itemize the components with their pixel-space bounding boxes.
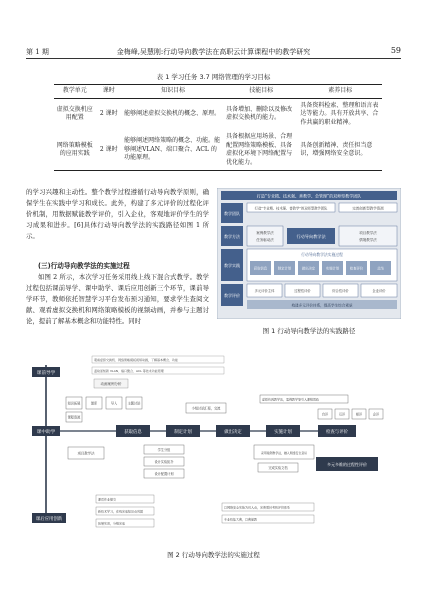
stage-pre: 课前导学: [36, 371, 56, 376]
f2-multi-eval: 多元多维的过程性评价: [327, 462, 367, 467]
page-number: 59: [390, 46, 401, 55]
f1-method: 任务驱动法: [256, 238, 274, 242]
f2-flow-step: 实施计划: [274, 430, 292, 435]
f2-implement-note: 虚拟仿真教学法，案例教学等引入课程思政: [262, 397, 320, 402]
f1-left-label: 教学实践: [224, 263, 240, 268]
f1-step: 检查评价: [349, 266, 364, 271]
col-header: 知识目标: [122, 85, 224, 99]
paragraph: 如图 2 所示，本次学习任务采用线上线下混合式教学。教学过程包括课前导学、课中助学、课后应用创新三个环节，课前导学环节，教师依托智慧学习平台发布预习通知，要求学生查阅文献、观看虚拟交换机和网络策略模板的视频动画，并参与主题讨论，提前了解基本概念和功能特性。同时: [26, 273, 209, 325]
f1-row2-item: 完善创新型教学资源: [352, 206, 384, 211]
f2-check-note: 自评: [321, 412, 329, 417]
f1-practice-title: 行动导向教学法实施过程: [301, 252, 343, 257]
stage-in: 课中助学: [36, 430, 56, 435]
table-cell: 2 课时: [99, 110, 118, 117]
f1-step: 获取信息: [253, 266, 268, 271]
figure-2-diagram: [28, 353, 399, 539]
f2-check-note: 互评: [338, 412, 346, 417]
f2-flow-step: 获取信息: [124, 430, 142, 435]
f2-post-note: 新技术学习，在线完成知识点巩固: [98, 509, 144, 514]
f2-implement-note: 采用案例教学法，融入网络安全意识: [260, 451, 308, 455]
f1-top-banner: 打造“专业精、技术强、善教学、会管理”的双师型教学团队: [256, 193, 362, 199]
table-cell: 能够阐述网络策略的概念、功能。能够阐述VLAN、端口聚合、ACL 的功能原理。: [122, 130, 224, 171]
table-cell: 2 课时: [95, 130, 122, 171]
f1-step: 总结: [377, 266, 384, 271]
f1-eval: 企业评价: [372, 289, 386, 293]
table-cell: 网络策略模板的应用实践: [54, 130, 95, 171]
figure-1-diagram: [217, 188, 401, 319]
f2-flow-step: 做出决定: [224, 430, 242, 435]
f2-flow-step: 检查与评价: [326, 430, 348, 435]
f2-check-note: 企评: [372, 412, 380, 417]
issue-number: 第 1 期: [26, 48, 49, 56]
col-header: 课时: [95, 85, 122, 99]
f1-method: 项目教学法: [359, 231, 377, 235]
f2-left-item: 项目教学法: [77, 451, 95, 456]
col-header: 素养目标: [298, 85, 382, 99]
table-row: [54, 130, 382, 171]
f1-row2-item: 打造“专业精、技术强、善教学”的双师型教学团队: [254, 206, 328, 211]
f2-post-right: 专业技能大赛，以赛促教: [224, 517, 258, 522]
f1-left-label: 教学团队: [224, 211, 240, 216]
table-header-row: [54, 85, 382, 99]
section-heading: (三)行动导向教学法的实施过程: [38, 262, 130, 270]
f2-check-note: 师评: [355, 412, 363, 417]
f1-bottom-band: 构建多元评价体系，提高学生综合素质: [291, 303, 353, 308]
f1-eval: 多元评价主体: [254, 289, 275, 293]
table-cell: 虚拟交换机应用配置: [56, 105, 93, 122]
f1-left-label: 教学评价: [224, 293, 240, 298]
f1-method: 情境教学法: [359, 238, 377, 242]
f2-plan-note: 设计配置计划: [154, 472, 174, 476]
f2-left-item: 课程资源: [67, 415, 81, 420]
figure-1-caption: 图 1 行动导向教学法的实践路径: [262, 327, 356, 335]
table-cell: 具备资料检索、整理和语言表达等能力。具有开放共享、合作共赢的职业精神。: [300, 101, 379, 126]
f1-step: 制定计划: [277, 266, 292, 271]
stage-post: 课后应用创新: [35, 517, 63, 522]
f1-method: 案例教学法: [256, 231, 274, 235]
f1-left-label: 教学方法: [224, 234, 240, 239]
f2-pre-note: 温故而知新 VLAN、端口聚合、ACL 等技术功能原理: [94, 369, 164, 373]
f2-info-box: 理库: [90, 401, 98, 406]
f2-info-box: 主题讨论: [127, 401, 141, 406]
table-cell: 具备创新精神、责任担当意识，增强网络安全意识。: [298, 130, 382, 171]
f2-plan-note: 学生分组: [157, 448, 171, 452]
running-title: 金梅峰,吴慧刚:行动导向教学法在高职云计算课程中的教学研究: [116, 48, 311, 56]
f1-eval: 综合性评价: [332, 289, 349, 293]
f1-eval: 过程性评价: [294, 289, 311, 293]
f2-post-right: 以网络安全实验为切入点，完善项目考核评价体系: [224, 505, 291, 510]
f2-flow-step: 制定计划: [174, 430, 192, 435]
f2-pre-note: 观看虚拟交换机、网络策略模板视频动画，了解基本概念、功能: [94, 358, 179, 362]
table-cell: 具备增加、删除以及修改虚拟交换机的能力。: [226, 105, 293, 122]
f2-left-item: 知识拓展: [67, 401, 81, 406]
f2-decide-note: 小组讨论汇报，交流: [191, 406, 221, 411]
figure-2-caption: 图 2 行动导向教学法的实施过程: [167, 551, 260, 559]
f2-pre-note: 动画案例分析: [100, 382, 122, 386]
table-cell: 具备根据应用场景、合理配置网络策略模板、具备虚拟化环境下网络配置与优化能力。: [224, 130, 298, 171]
col-header: 技能目标: [224, 85, 298, 99]
f1-step: 做出决定: [301, 266, 316, 271]
table-row: [54, 98, 382, 130]
col-header: 教学单元: [54, 85, 95, 99]
f2-info-box: 导入: [110, 401, 118, 406]
learning-objectives-table: [54, 84, 382, 171]
f2-post-note: 拓展实训，分组完成: [98, 521, 126, 526]
paragraph: 的学习兴趣和主动性。整个教学过程遵循行动导向教学原则，确保学生在实践中学习和成长。此外，构建了多元评价的过程化评价机制，用数据赋能教学评价，引入企业，客观地评价学生的学习成果和进步。[6]具体行动导向教学法的实践路径如图 1 所示。: [26, 188, 209, 240]
table-cell: 能够阐述虚拟交换机的概念、原理。: [124, 110, 221, 117]
f2-plan-note: 设计实验拓扑: [154, 460, 174, 464]
f2-post-note: 课后作业提交: [98, 497, 117, 502]
running-header: [26, 46, 401, 59]
table-caption: 表 1 学习任务 3.7 网络管理的学习目标: [156, 73, 271, 81]
f1-step: 实施计划: [325, 266, 340, 271]
f1-method-center: 行动导向教学法: [296, 234, 326, 239]
f2-implement-note: 完成实验文档: [268, 466, 288, 470]
